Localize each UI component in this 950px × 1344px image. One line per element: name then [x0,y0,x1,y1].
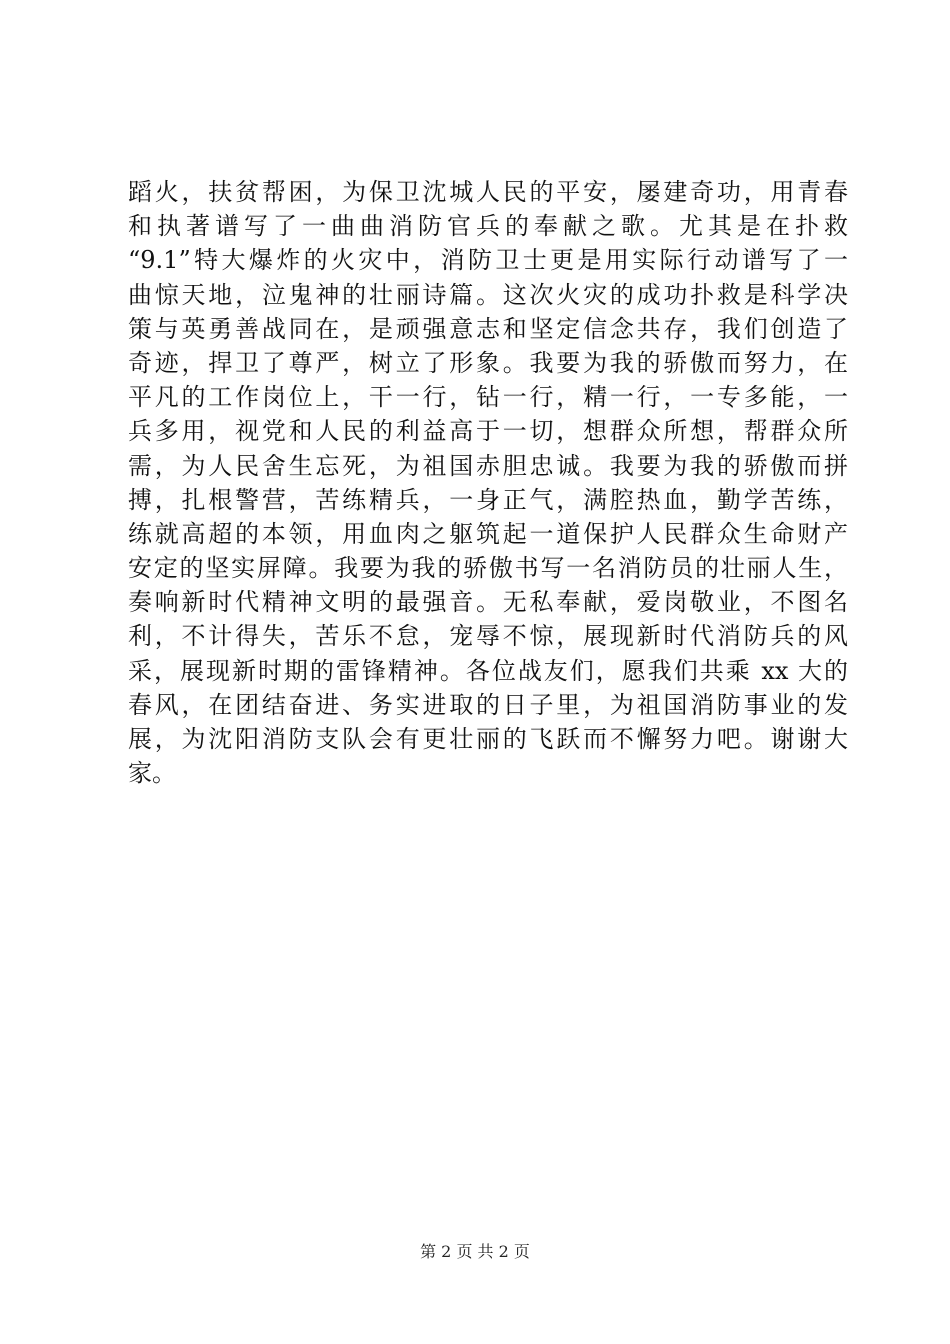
text-line: 和执著谱写了一曲曲消防官兵的奉献之歌。尤其是在扑救 [128,212,848,241]
page-number: 第 2 页 共 2 页 [420,1242,530,1261]
text-line: 奏响新时代精神文明的最强音。无私奉献，爱岗敬业，不图名 [128,588,848,617]
text-line: 策与英勇善战同在，是顽强意志和坚定信念共存，我们创造了 [128,314,848,343]
text-line: 展，为沈阳消防支队会有更壮丽的飞跃而不懈努力吧。谢谢大 [128,725,848,753]
text-line: 利，不计得失，苦乐不怠，宠辱不惊，展现新时代消防兵的风 [128,622,848,651]
body-text [128,175,848,790]
text-line: 平凡的工作岗位上，干一行，钻一行，精一行，一专多能，一 [128,383,848,412]
text-line: 春风，在团结奋进、务实进取的日子里，为祖国消防事业的发 [128,690,848,719]
text-line: 搏，扎根警营，苦练精兵，一身正气，满腔热血，勤学苦练， [128,485,848,514]
page-footer [0,1242,950,1262]
text-line: 练就高超的本领，用血肉之躯筑起一道保护人民群众生命财产 [128,519,848,548]
text-line: 采，展现新时期的雷锋精神。各位战友们，愿我们共乘 xx 大的 [128,656,848,685]
text-line: 家。 [128,759,176,788]
text-line: 奇迹，捍卫了尊严，树立了形象。我要为我的骄傲而努力，在 [128,348,848,377]
text-line: 安定的坚实屏障。我要为我的骄傲书写一名消防员的壮丽人生， [128,554,848,583]
text-line: 曲惊天地，泣鬼神的壮丽诗篇。这次火灾的成功扑救是科学决 [128,280,848,309]
text-line: “9.1”特大爆炸的火灾中，消防卫士更是用实际行动谱写了一 [128,246,848,275]
text-line: 需，为人民舍生忘死，为祖国赤胆忠诚。我要为我的骄傲而拼 [128,451,848,480]
text-line: 兵多用，视党和人民的利益高于一切，想群众所想，帮群众所 [128,417,848,446]
text-line: 蹈火，扶贫帮困，为保卫沈城人民的平安，屡建奇功，用青春 [128,178,848,206]
